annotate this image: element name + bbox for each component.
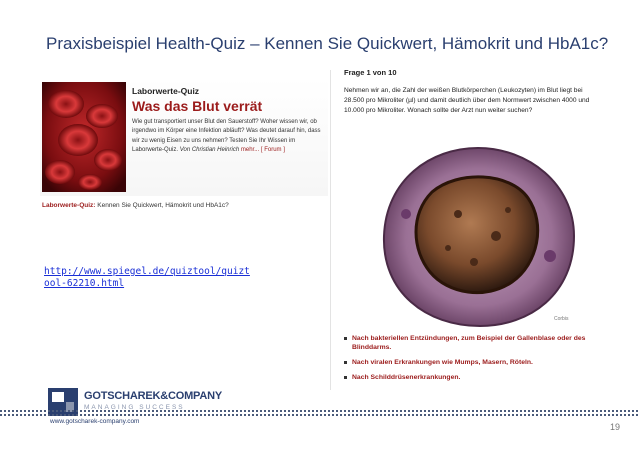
bullet-icon (344, 361, 347, 364)
answer-list (344, 334, 590, 388)
image-credit: Corbis (554, 316, 569, 322)
bullet-icon (344, 376, 347, 379)
answer-option[interactable] (344, 373, 590, 382)
question-text: Nehmen wir an, die Zahl der weißen Blutkörperchen (Leukozyten) im Blut liegt bei 28.500 pro Mikroliter (µl) und damit deutlich über dem Normwert zwischen 4000 und 10.000 pro Mikroliter. Wonach sollte der Arzt nun weiter suchen? (344, 87, 590, 115)
answer-option-text: Nach bakteriellen Entzündungen, zum Beispiel der Gallenblase oder des Blinddarms. (352, 335, 586, 351)
answer-option-text: Nach viralen Erkrankungen wie Mumps, Masern, Röteln. (352, 359, 533, 366)
teaser-link-text: Kennen Sie Quickwert, Hämokrit und HbA1c? (97, 202, 229, 209)
leukocyte-image (378, 144, 578, 330)
answer-option-text: Nach Schilddrüsenerkrankungen. (352, 374, 461, 381)
footer-dotted-rule-second (0, 414, 638, 416)
bullet-icon (344, 337, 347, 340)
teaser-kicker: Laborwerte-Quiz (132, 86, 200, 96)
teaser-link-label: Laborwerte-Quiz: (42, 202, 96, 209)
slide-title: Praxisbeispiel Health-Quiz – Kennen Sie Quickwert, Hämokrit und HbA1c? (46, 34, 609, 53)
answer-option[interactable] (344, 358, 590, 367)
teaser-more-link[interactable]: mehr... (240, 147, 260, 154)
company-website[interactable]: www.gotscharek-company.com (50, 418, 140, 425)
page-number: 19 (610, 422, 621, 432)
company-name: GOTSCHAREK&COMPANY (84, 390, 222, 402)
teaser-body-text: Wie gut transportiert unser Blut den Sauerstoff? Woher wissen wir, ob irgendwo im Körper eine Infektion abläuft? Was deutet darauf hin, dass wir zu wenig Eisen zu uns nehmen? Testen Sie Ihr Wissen im Laborwerte-Quiz. (132, 119, 321, 154)
teaser-author: Von Christian Heinrich (179, 147, 240, 154)
teaser-quiz-link[interactable] (42, 202, 229, 209)
teaser-body (132, 118, 322, 156)
spiegel-teaser-screenshot (40, 78, 328, 220)
teaser-headline[interactable]: Was das Blut verrät (132, 98, 263, 114)
teaser-forum-link[interactable]: [ Forum ] (260, 147, 285, 154)
source-url-link[interactable]: http://www.spiegel.de/quiztool/quiztool-62210.html (44, 266, 250, 289)
answer-option[interactable] (344, 334, 590, 352)
quiz-screenshot (330, 66, 592, 396)
company-tagline: MANAGING SUCCESS (84, 404, 185, 411)
blood-cells-image (42, 82, 126, 192)
footer-dotted-rule (0, 410, 638, 412)
quiz-divider (330, 70, 331, 390)
question-header: Frage 1 von 10 (344, 68, 397, 77)
